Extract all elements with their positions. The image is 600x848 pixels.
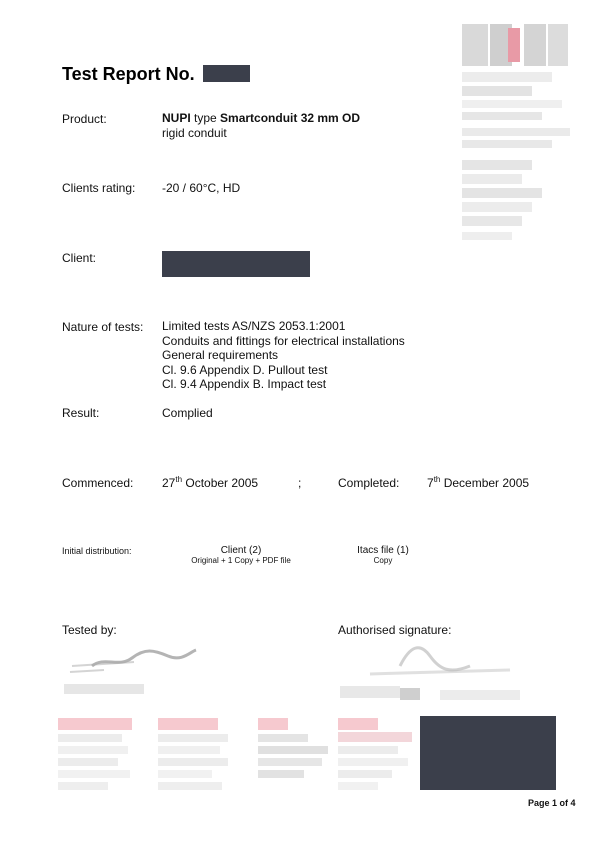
commenced-label: Commenced: [62, 476, 134, 490]
commenced-day: 27 [162, 476, 176, 490]
completed-date [427, 476, 529, 491]
clients-rating-value: -20 / 60°C, HD [162, 181, 241, 195]
nature-line: Cl. 9.6 Appendix D. Pullout test [162, 362, 328, 377]
completed-day: 7 [427, 476, 434, 490]
distribution-label: Initial distribution: [62, 546, 132, 556]
nature-of-tests-value [162, 319, 405, 392]
client-label: Client: [62, 251, 97, 265]
footer-redaction [420, 716, 556, 790]
distribution-itacs-sub: Copy [373, 556, 393, 565]
nature-line: General requirements [162, 348, 279, 362]
product-value [162, 111, 360, 140]
distribution-client-sub: Original + 1 Copy + PDF file [191, 556, 291, 565]
authorised-signature [340, 636, 530, 708]
result-label: Result: [62, 406, 100, 420]
footer-address-block [258, 718, 338, 796]
footer-address-block [338, 718, 418, 796]
commenced-suffix: th [175, 475, 183, 484]
product-label: Product: [62, 112, 107, 126]
completed-suffix: th [433, 475, 441, 484]
report-number-redaction [203, 65, 250, 82]
nature-line: Conduits and fittings for electrical installations [162, 333, 405, 348]
nature-line: Limited tests AS/NZS 2053.1:2001 [162, 319, 346, 333]
title-text: Test Report No. [62, 64, 195, 84]
authorised-signature-label: Authorised signature: [338, 623, 452, 637]
client-name-redaction [162, 251, 310, 277]
clients-rating-label: Clients rating: [62, 181, 136, 195]
result-value: Complied [162, 406, 213, 420]
date-separator: ; [298, 476, 302, 490]
commenced-rest: October 2005 [182, 476, 259, 490]
tested-by-signature [64, 636, 214, 696]
completed-rest: December 2005 [440, 476, 530, 490]
footer-address-block [158, 718, 238, 796]
commenced-date [162, 476, 258, 491]
distribution-itacs [333, 545, 433, 565]
product-model: Smartconduit 32 mm OD [220, 111, 361, 125]
product-type-word: type [190, 111, 221, 125]
distribution-client [188, 545, 294, 565]
completed-label: Completed: [338, 476, 400, 490]
product-brand: NUPI [162, 111, 191, 125]
nature-line: Cl. 9.4 Appendix B. Impact test [162, 377, 327, 391]
company-logo-block [458, 20, 573, 245]
tested-by-label: Tested by: [62, 623, 117, 637]
page-number: Page 1 of 4 [528, 798, 576, 808]
distribution-client-title: Client (2) [220, 545, 262, 556]
page-title [62, 64, 195, 85]
distribution-itacs-title: Itacs file (1) [357, 545, 409, 556]
nature-of-tests-label: Nature of tests: [62, 320, 144, 334]
product-line2: rigid conduit [162, 125, 227, 140]
footer-address-block [58, 718, 138, 796]
